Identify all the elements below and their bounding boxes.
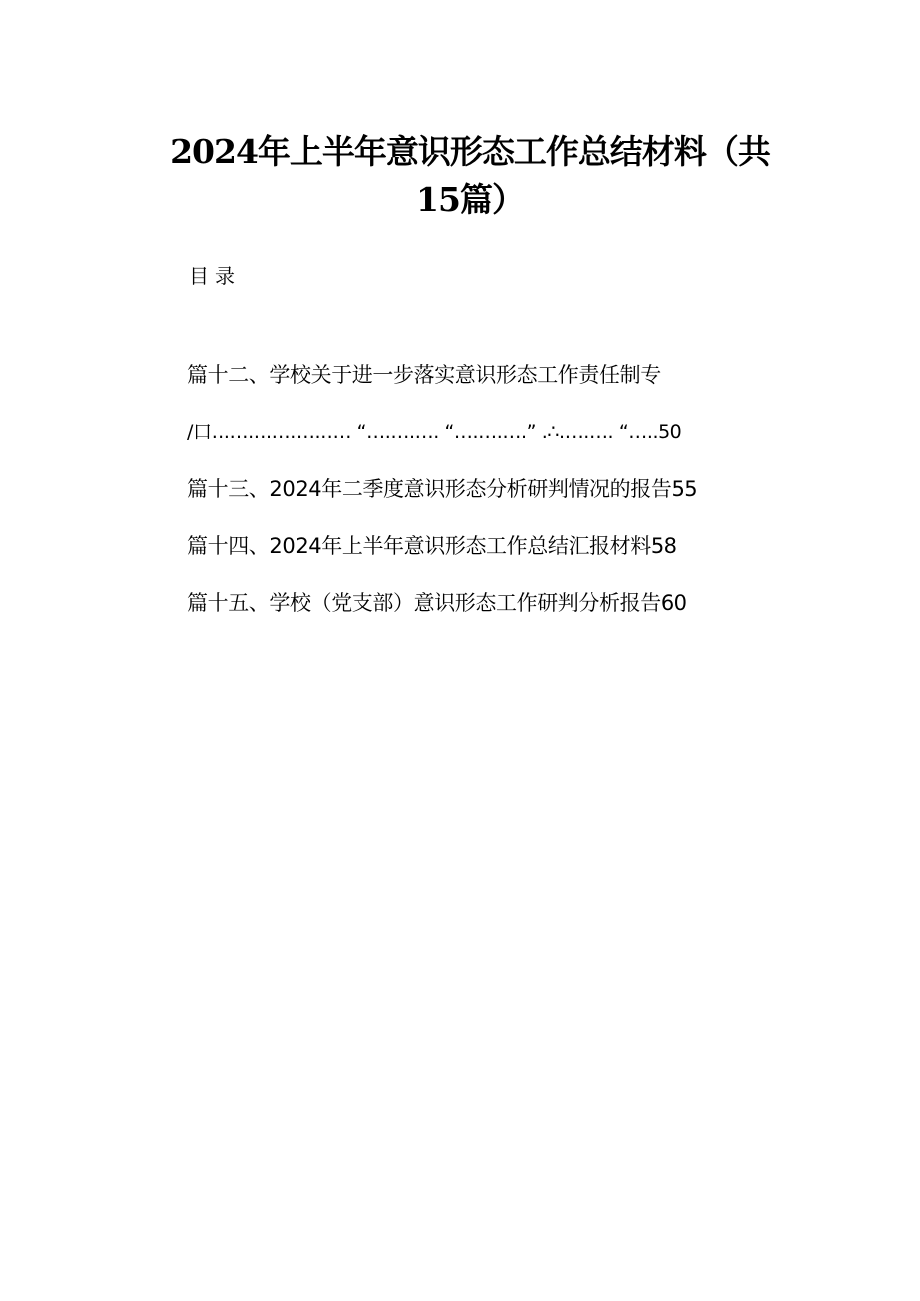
toc-entry-13[interactable] — [187, 475, 787, 503]
toc-entry-15[interactable] — [187, 589, 787, 617]
toc-entry-page: 58 — [650, 534, 677, 558]
document-title — [150, 128, 790, 224]
toc-entry-page: 60 — [660, 591, 687, 615]
toc-entry-12-continued[interactable] — [187, 418, 787, 446]
title-line-1: 2024年上半年意识形态工作总结材料（共 — [170, 132, 770, 171]
toc-entry-text: 篇十三、2024年二季度意识形态分析研判情况的报告 — [187, 477, 672, 501]
toc-entry-text: 篇十二、学校关于进一步落实意识形态工作责任制专 — [187, 363, 661, 387]
toc-heading: 目录 — [189, 264, 241, 288]
title-line-2: 15篇） — [416, 180, 524, 219]
toc-entry-14[interactable] — [187, 532, 787, 560]
toc-entry-text: /口‥.….‥.….….‥… “….….…. “….….….” .∴.….…. “….. — [187, 421, 659, 443]
toc-entry-text: 篇十四、2024年上半年意识形态工作总结汇报材料 — [187, 534, 651, 558]
toc-entry-page: 55 — [671, 477, 697, 501]
table-of-contents — [187, 361, 787, 646]
toc-entry-text: 篇十五、学校（党支部）意识形态工作研判分析报告 — [187, 591, 661, 615]
toc-entry-page: 50 — [658, 421, 682, 443]
toc-entry-12[interactable] — [187, 361, 787, 389]
